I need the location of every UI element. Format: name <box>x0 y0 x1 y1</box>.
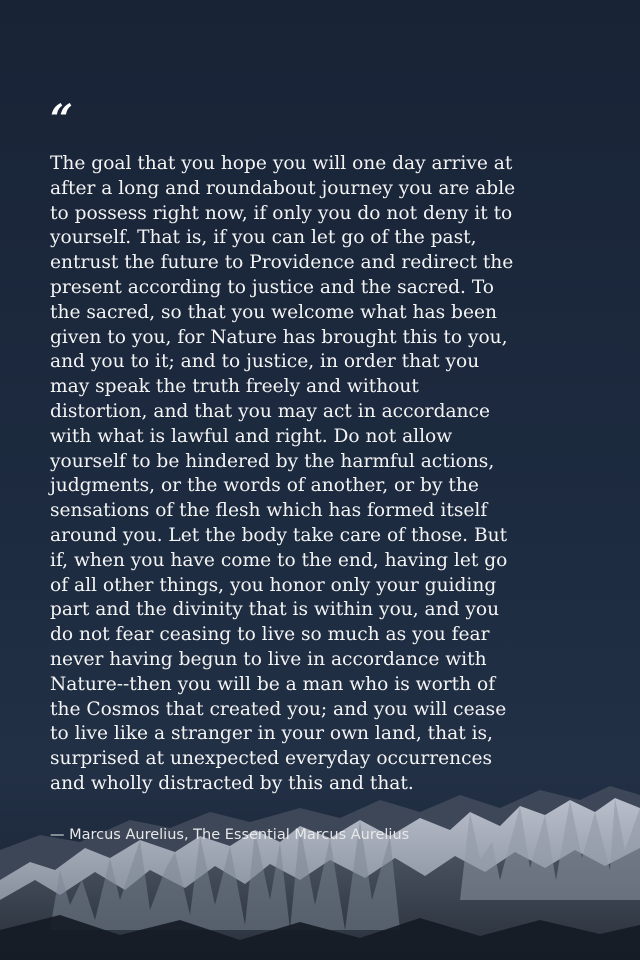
quote-line: the sacred, so that you welcome what has been <box>50 301 497 323</box>
quote-line: judgments, or the words of another, or by the <box>50 475 479 497</box>
quote-text <box>50 152 610 797</box>
quote-line: yourself to be hindered by the harmful actions, <box>50 450 495 472</box>
quote-line: around you. Let the body take care of those. But <box>50 524 508 546</box>
quote-line: entrust the future to Providence and redirect the <box>50 252 514 274</box>
quote-line: The goal that you hope you will one day arrive at <box>50 153 513 174</box>
quote-line: present according to justice and the sacred. To <box>50 276 494 298</box>
quote-mark-icon: “ <box>50 96 74 143</box>
quote-line: to possess right now, if only you do not deny it to <box>50 202 513 224</box>
quote-line: to live like a stranger in your own land, that is, <box>50 723 493 745</box>
quote-line: and you to it; and to justice, in order that you <box>50 351 480 373</box>
quote-line: yourself. That is, if you can let go of the past, <box>50 227 477 249</box>
quote-line: sensations of the flesh which has formed itself <box>50 500 488 522</box>
quote-line: of all other things, you honor only your guiding <box>50 574 497 596</box>
quote-line: do not fear ceasing to live so much as you fear <box>50 624 490 646</box>
quote-line: surprised at unexpected everyday occurrences <box>50 748 493 770</box>
quote-line: with what is lawful and right. Do not allow <box>50 425 453 447</box>
quote-line: after a long and roundabout journey you are able <box>50 177 516 199</box>
quote-line: if, when you have come to the end, having let go <box>50 549 508 571</box>
quote-line: given to you, for Nature has brought this to you, <box>50 326 508 348</box>
quote-line: part and the divinity that is within you, and you <box>50 599 500 621</box>
quote-line: never having begun to live in accordance with <box>50 648 487 670</box>
quote-line: distortion, and that you may act in accordance <box>50 400 490 422</box>
quote-line: Nature--then you will be a man who is worth of <box>50 673 496 695</box>
quote-card <box>50 96 610 843</box>
quote-attribution: — Marcus Aurelius, The Essential Marcus Aurelius <box>50 826 410 843</box>
quote-line: the Cosmos that created you; and you will cease <box>50 698 507 720</box>
quote-line: may speak the truth freely and without <box>50 376 419 398</box>
quote-line: and wholly distracted by this and that. <box>50 772 414 794</box>
